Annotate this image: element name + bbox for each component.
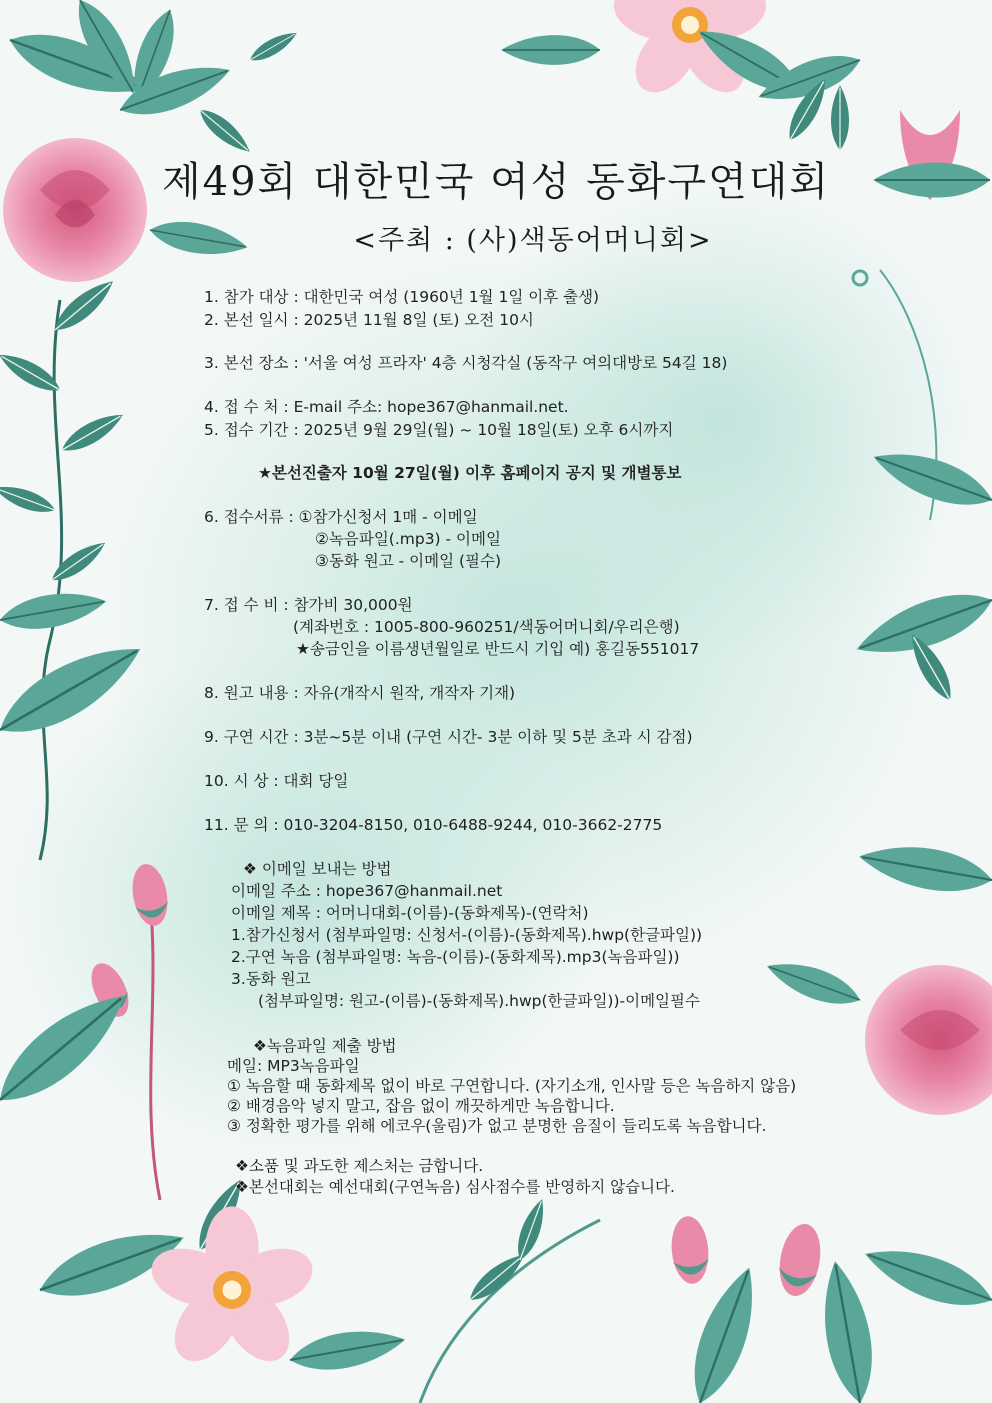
- finalist-notice: ★본선진출자 10월 27일(월) 이후 홈페이지 공지 및 개별통보: [258, 464, 682, 482]
- item-docs-3: ③동화 원고 - 이메일 (필수): [315, 552, 502, 570]
- email-file-1: 1.참가신청서 (첨부파일명: 신청서-(이름)-(동화제목).hwp(한글파일)): [231, 926, 703, 944]
- footer-note-2: ❖본선대회는 예선대회(구연녹음) 심사점수를 반영하지 않습니다.: [235, 1178, 675, 1196]
- email-address: 이메일 주소 : hope367@hanmail.net: [231, 882, 503, 900]
- item-fee-2: (계좌번호 : 1005-800-960251/색동어머니회/우리은행): [293, 618, 680, 636]
- organizer-subtitle: <주최 : (사)색동어머니회>: [353, 225, 713, 256]
- recording-heading: ❖녹음파일 제출 방법: [253, 1037, 397, 1055]
- item-docs-1: 6. 접수서류 : ①참가신청서 1매 - 이메일: [204, 508, 478, 526]
- recording-rule-2: ② 배경음악 넣지 말고, 잡음 없이 깨끗하게만 녹음합니다.: [227, 1097, 615, 1115]
- email-file-3: 3.동화 원고: [231, 970, 311, 988]
- footer-note-1: ❖소품 및 과도한 제스처는 금합니다.: [235, 1157, 484, 1175]
- item-docs-2: ②녹음파일(.mp3) - 이메일: [315, 530, 501, 548]
- item-time: 9. 구연 시간 : 3분~5분 이내 (구연 시간- 3분 이하 및 5분 초과 시 감점): [204, 728, 693, 746]
- item-fee-1: 7. 접 수 비 : 참가비 30,000원: [204, 596, 413, 614]
- recording-rule-1: ① 녹음할 때 동화제목 없이 바로 구연합니다. (자기소개, 인사말 등은 녹음하지 않음): [227, 1077, 797, 1095]
- email-heading: ❖ 이메일 보내는 방법: [243, 860, 392, 878]
- recording-format: 메일: MP3녹음파일: [227, 1057, 360, 1075]
- recording-rule-3: ③ 정확한 평가를 위해 에코우(울림)가 없고 분명한 음질이 들리도록 녹음합니다.: [227, 1117, 767, 1135]
- page-title: 제49회 대한민국 여성 동화구연대회: [161, 159, 830, 205]
- item-venue: 3. 본선 장소 : '서울 여성 프라자' 4층 시청각실 (동작구 여의대방로 54길 18): [204, 354, 728, 372]
- email-file-3-detail: (첨부파일명: 원고-(이름)-(동화제목).hwp(한글파일))-이메일필수: [258, 992, 700, 1010]
- item-contact: 11. 문 의 : 010-3204-8150, 010-6488-9244, 010-3662-2775: [204, 816, 663, 834]
- item-target: 1. 참가 대상 : 대한민국 여성 (1960년 1월 1일 이후 출생): [204, 288, 600, 306]
- item-date: 2. 본선 일시 : 2025년 11월 8일 (토) 오전 10시: [204, 311, 534, 329]
- item-fee-3: ★송금인을 이름생년월일로 반드시 기입 예) 홍길동551017: [296, 640, 700, 658]
- item-period: 5. 접수 기간 : 2025년 9월 29일(월) ~ 10월 18일(토) 오후 6시까지: [204, 421, 674, 439]
- email-subject: 이메일 제목 : 어머니대회-(이름)-(동화제목)-(연락처): [231, 904, 589, 922]
- item-reception: 4. 접 수 처 : E-mail 주소: hope367@hanmail.net.: [204, 398, 569, 416]
- email-file-2: 2.구연 녹음 (첨부파일명: 녹음-(이름)-(동화제목).mp3(녹음파일)): [231, 948, 680, 966]
- item-award: 10. 시 상 : 대회 당일: [204, 772, 349, 790]
- item-content: 8. 원고 내용 : 자유(개작시 원작, 개작자 기재): [204, 684, 516, 702]
